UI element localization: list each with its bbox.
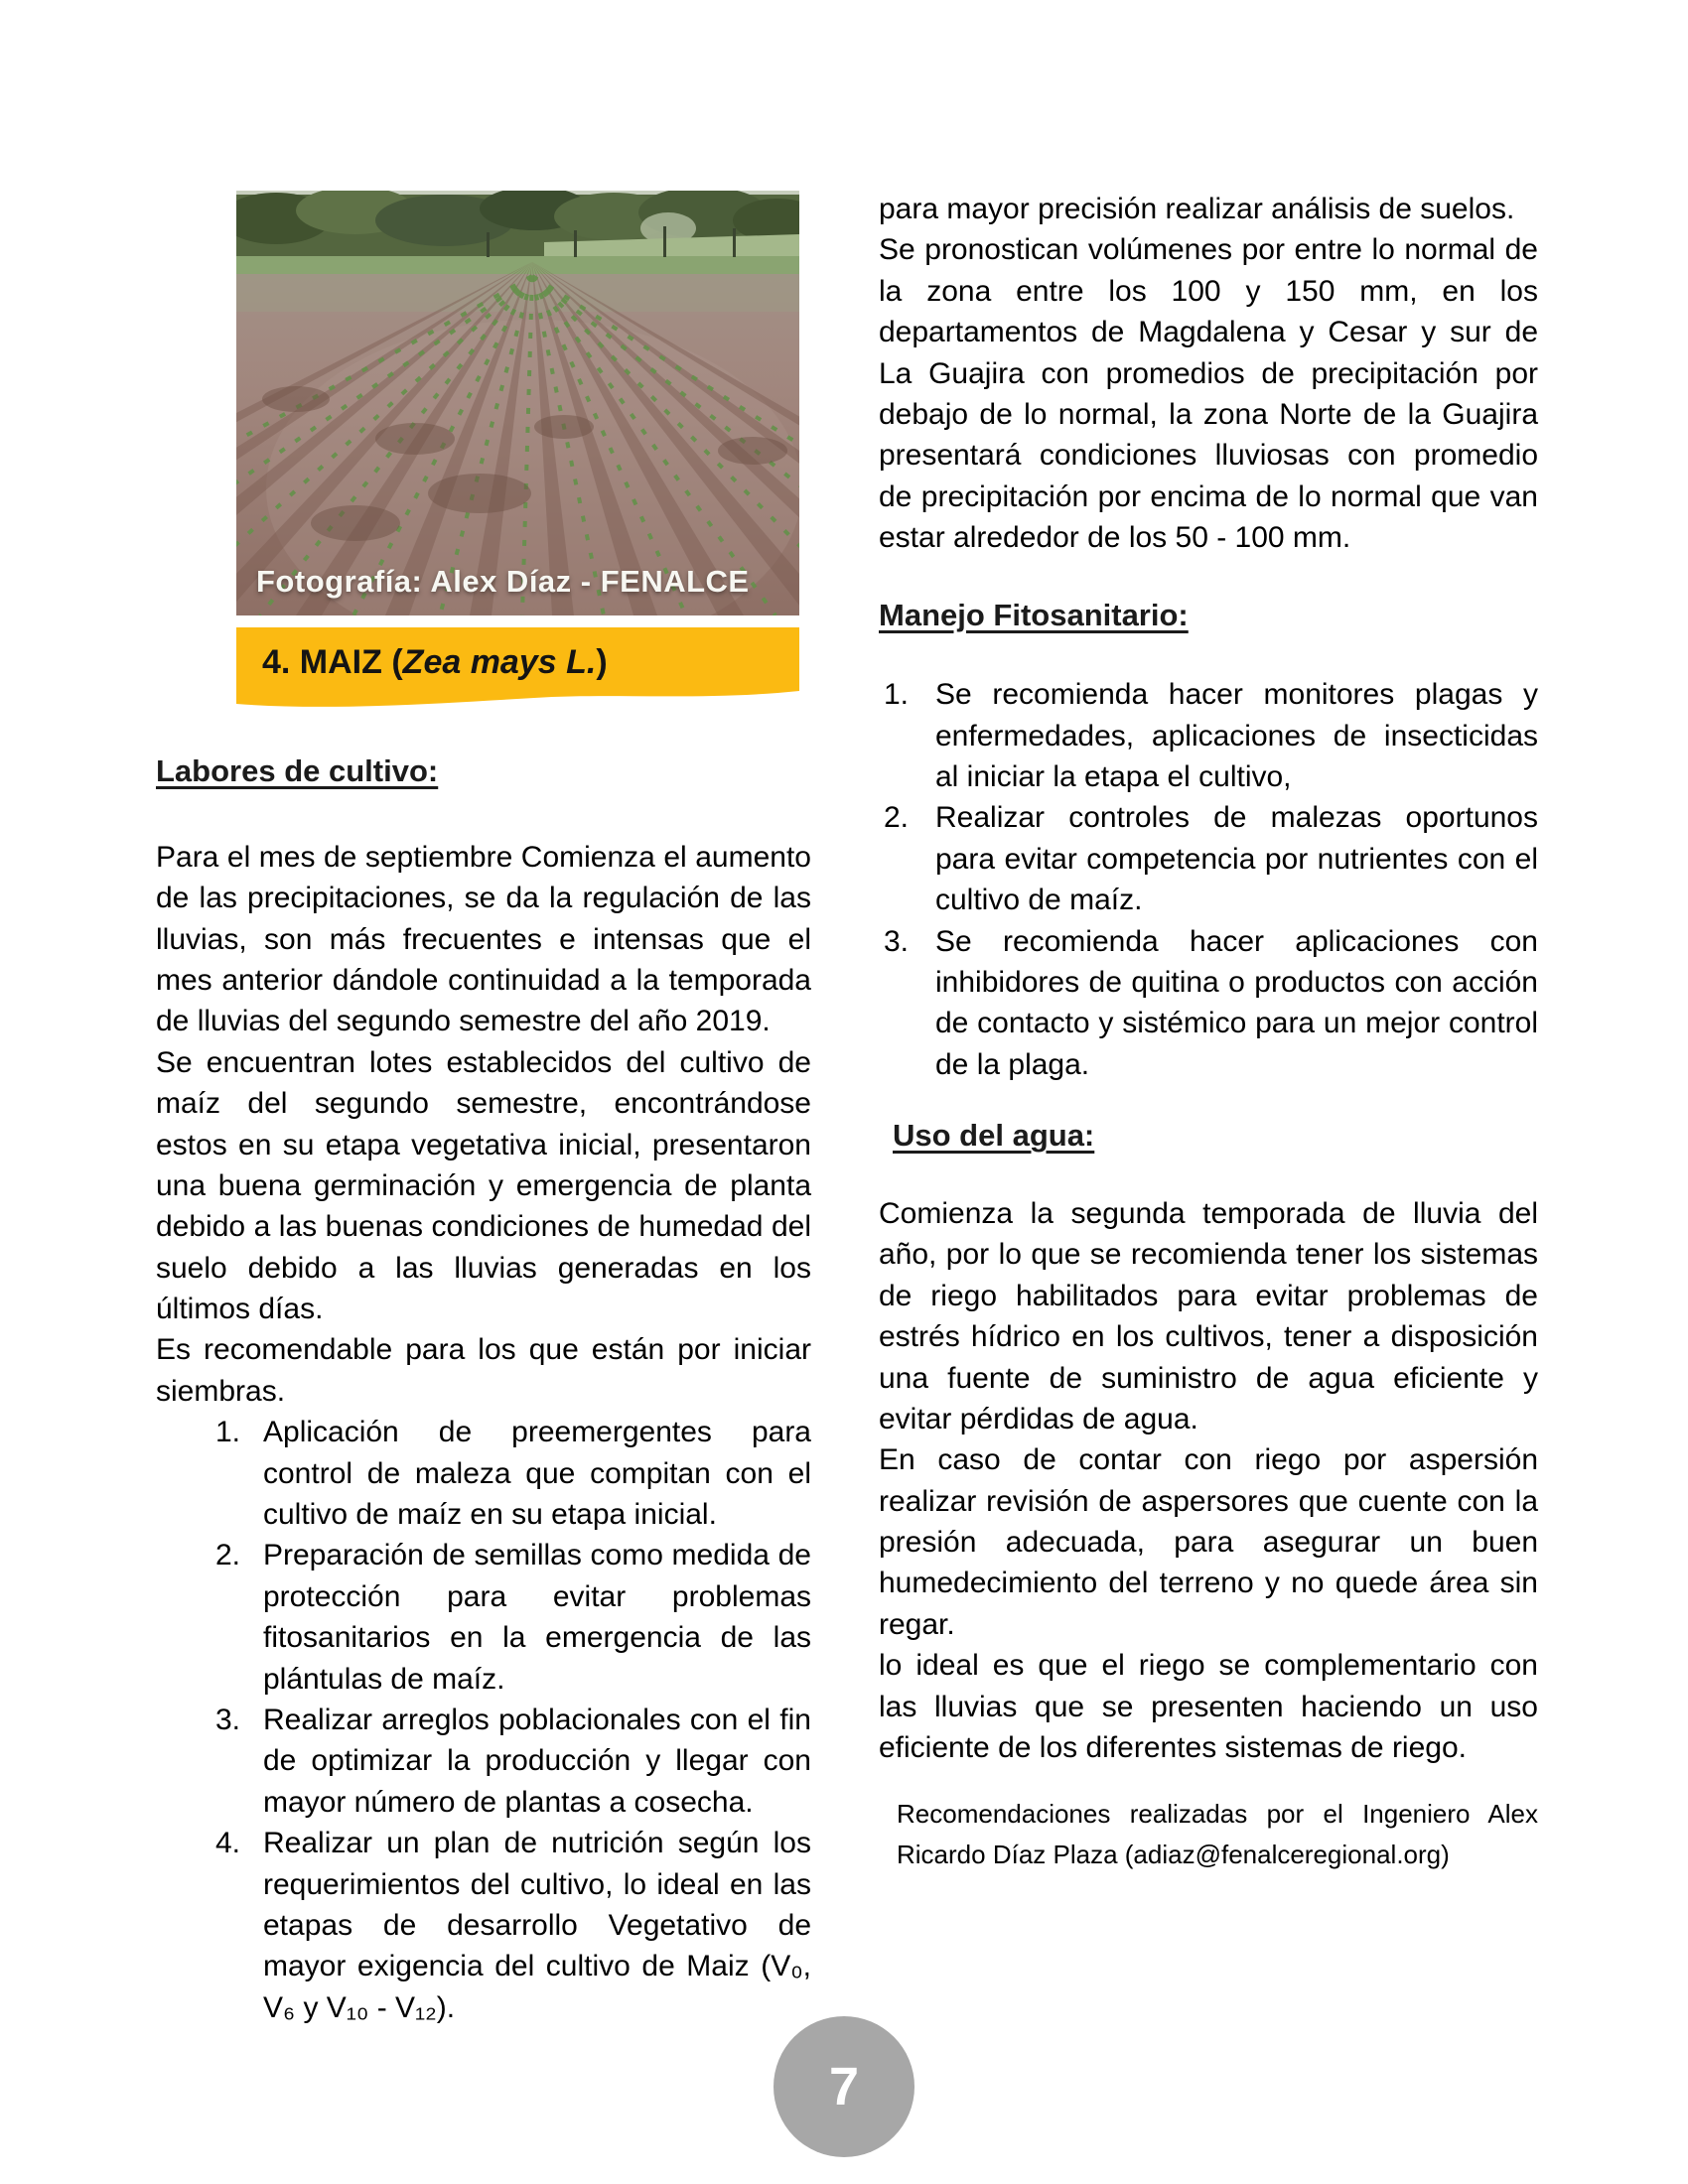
section-title-suffix: ) [596,643,608,681]
agua-paragraph-1: Comienza la segunda temporada de lluvia del año, por lo que se recomienda tener los sistemas de riego habilitados para evitar problemas de estrés hídrico en los cultivos, tener a disposición una fuente de suministro de agua eficiente y evitar pérdidas de agua. [879,1196,1538,1435]
list-item [156,1823,811,2028]
list-item-number: 3. [215,1703,241,1736]
right-column [879,189,1538,1874]
right-paragraph-1: para mayor precisión realizar análisis de suelos. [879,193,1515,225]
field-photo [236,191,799,615]
list-item-number: 1. [215,1416,241,1449]
list-item-text: Aplicación de preemergentes para control de maleza que compitan con el cultivo de maíz en su etapa inicial. [263,1416,811,1532]
section-banner [236,627,799,719]
right-paragraph-2: Se pronostican volúmenes por entre lo normal de la zona entre los 100 y 150 mm, en los departamentos de Magdalena y Cesar y sur de La Guajira con promedios de precipitación por debajo de lo normal, la zona Norte de la Guajira presentará condiciones lluviosas con promedio de precipitación por encima de lo normal que van estar alrededor de los 50 - 100 mm. [879,233,1538,555]
list-item [156,1700,811,1823]
list-item-number: 3. [884,924,910,958]
list-item [879,921,1538,1086]
heading-uso-del-agua: Uso del agua: [893,1118,1095,1154]
field-photo-illustration [236,191,799,615]
section-title-prefix: 4. MAIZ ( [262,643,403,681]
list-item-text: Se recomienda hacer aplicaciones con inhibidores de quitina o productos con acción de contacto y sistémico para un mejor control de la plaga. [935,924,1538,1081]
list-item-number: 4. [215,1827,241,1860]
attribution-note: Recomendaciones realizadas por el Ingeniero Alex Ricardo Díaz Plaza (adiaz@fenalceregional.org) [897,1799,1538,1869]
section-title [262,643,608,682]
list-item [879,797,1538,920]
left-paragraph-1: Para el mes de septiembre Comienza el aumento de las precipitaciones, se da la regulación de las lluvias, son más frecuentes e intensas que el mes anterior dándole continuidad a la temporada de lluvias del segundo semestre del año 2019. [156,840,811,1038]
heading-labores-de-cultivo: Labores de cultivo: [156,753,439,788]
list-item [156,1412,811,1535]
list-item-number: 2. [215,1539,241,1572]
heading-manejo-fitosanitario: Manejo Fitosanitario: [879,597,1189,632]
agua-paragraph-2: En caso de contar con riego por aspersión realizar revisión de aspersores que cuente con la presión adecuada, para asegurar un buen humedecimiento del terreno y no quede área sin regar. [879,1443,1538,1641]
list-item [879,674,1538,797]
page-number-badge [774,2016,914,2157]
agua-paragraph-3: lo ideal es que el riego se complementario con las lluvias que se presenten haciendo un uso eficiente de los diferentes sistemas de riego. [879,1649,1538,1765]
list-item-text: Realizar un plan de nutrición según los requerimientos del cultivo, lo ideal en las etapas de desarrollo Vegetativo de mayor exigencia del cultivo de Maiz (V₀, V₆ y V₁₀ - V₁₂). [263,1827,811,2024]
list-item-text: Realizar arreglos poblacionales con el fin de optimizar la producción y llegar con mayor número de plantas a cosecha. [263,1703,811,1819]
section-title-species: Zea mays L. [402,643,597,681]
list-item-number: 1. [884,678,910,712]
fitosanitario-list [879,674,1538,1085]
left-paragraph-2: Se encuentran lotes establecidos del cultivo de maíz del segundo semestre, encontrándose estos en su etapa vegetativa inicial, presentaron una buena germinación y emergencia de planta debido a las buenas condiciones de humedad del suelo debido a las lluvias generadas en los últimos días. [156,1045,811,1326]
list-item-text: Realizar controles de malezas oportunos para evitar competencia por nutrientes con el cultivo de maíz. [935,801,1538,917]
left-column [156,751,811,2028]
list-item [156,1535,811,1700]
labores-list [156,1412,811,2028]
page-number: 7 [828,2057,860,2116]
list-item-text: Preparación de semillas como medida de protección para evitar problemas fitosanitarios en la emergencia de las plántulas de maíz. [263,1539,811,1696]
list-item-text: Se recomienda hacer monitores plagas y enfermedades, aplicaciones de insecticidas al iniciar la etapa el cultivo, [935,678,1538,794]
left-paragraph-3: Es recomendable para los que están por iniciar siembras. [156,1333,811,1408]
list-item-number: 2. [884,801,910,835]
photo-caption: Fotografía: Alex Díaz - FENALCE [256,564,750,599]
